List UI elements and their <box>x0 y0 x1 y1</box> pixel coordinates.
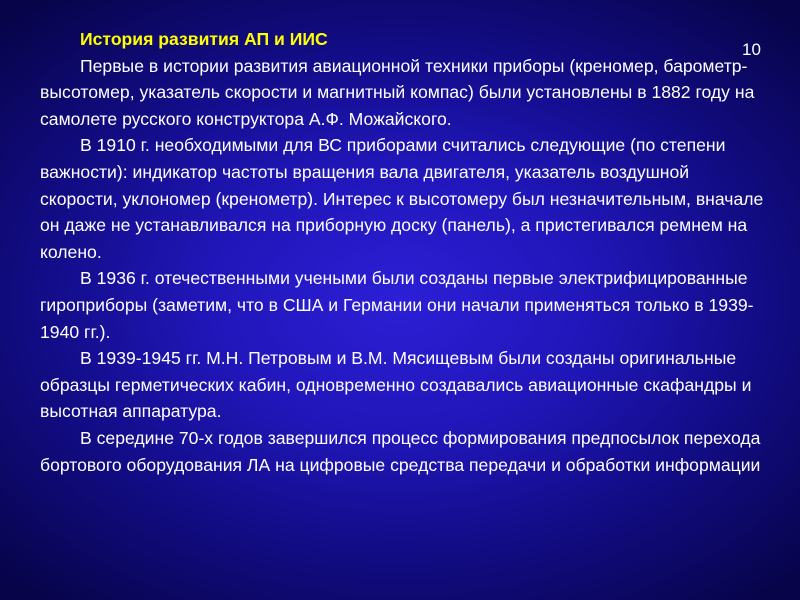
slide-title: История развития АП и ИИС <box>80 29 328 49</box>
paragraph-1936: В 1936 г. отечественными учеными были созданы первые электрифицированные гироприборы (заметим, что в США и Германии они начали применяться только в 1939-1940 гг.). <box>40 268 754 342</box>
paragraph-70s: В середине 70-х годов завершился процесс формирования предпосылок перехода бортового оборудования ЛА на цифровые средства передачи и обработки информации <box>40 427 761 475</box>
slide-content <box>40 26 770 478</box>
slide-number: 10 <box>742 40 761 59</box>
paragraph-1939-1945: В 1939-1945 гг. М.Н. Петровым и В.М. Мясищевым были созданы оригинальные образцы герметических кабин, одновременно создавались авиационные скафандры и высотная аппаратура. <box>40 348 752 422</box>
paragraph-1910: В 1910 г. необходимыми для ВС приборами считались следующие (по степени важности): индикатор частоты вращения вала двигателя, указатель воздушной скорости, уклономер (кренометр). Интерес к высотомеру был незначительным, вначале он даже не устанавливался на приборную доску (панель), а пристегивался ремнем на колено. <box>40 135 764 262</box>
paragraph-1882: Первые в истории развития авиационной техники приборы (кренoмер, барометр-высотомер, указатель скорости и магнитный компас) были установлены в 1882 году на самолете русского конструктора А.Ф. Можайского. <box>40 55 755 129</box>
